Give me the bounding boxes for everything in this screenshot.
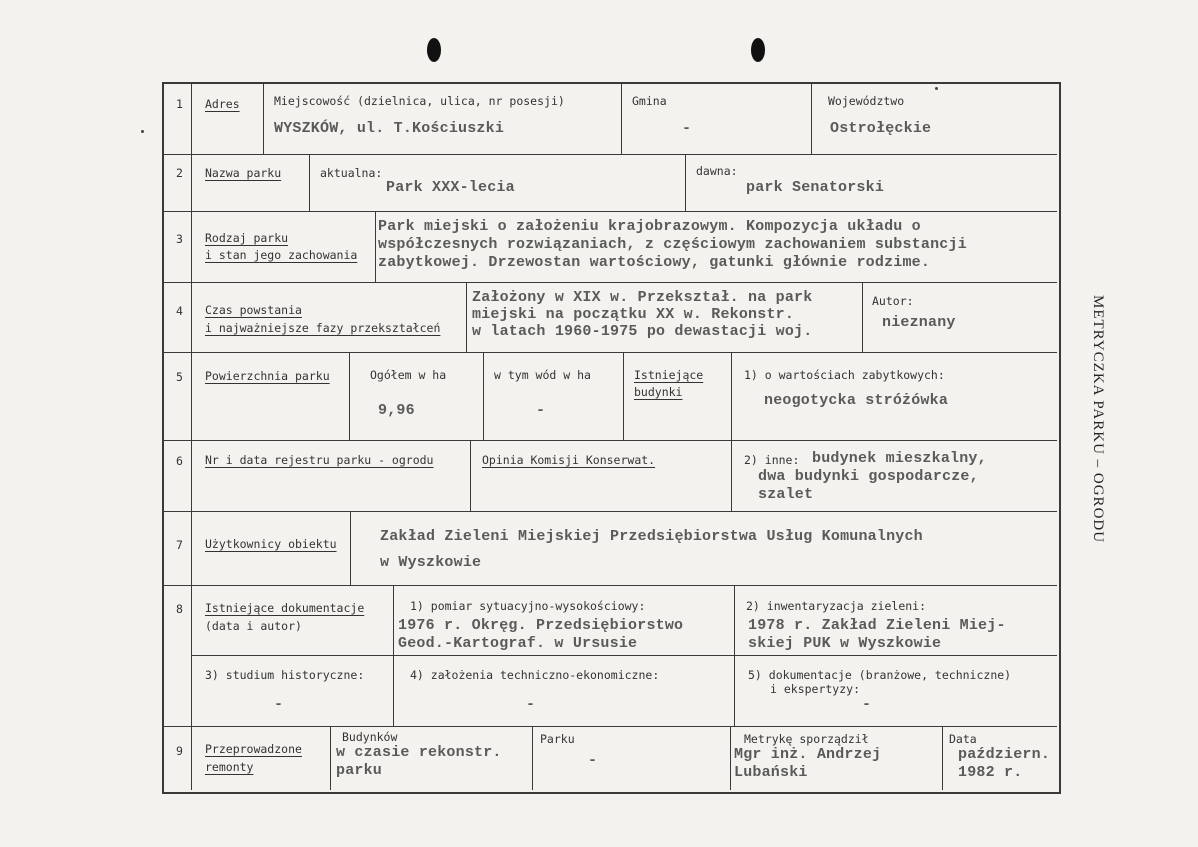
total-area-value: 9,96	[378, 402, 415, 419]
expert-docs-value: -	[862, 696, 872, 713]
opinion-label: Opinia Komisji Konserwat.	[482, 453, 656, 467]
expert-docs-label-line2: i ekspertyzy:	[770, 682, 861, 696]
water-area-label: w tym wód w ha	[494, 368, 591, 382]
ink-speck	[141, 130, 144, 133]
side-title: METRYCZKA PARKU – OGRODU	[1090, 295, 1106, 544]
park-type-value-line2: współczesnych rozwiązaniach, z częściowym zachowaniem substancji	[378, 236, 967, 253]
creation-value-line1: Założony w XIX w. Przekształ. na park	[472, 289, 813, 306]
other-buildings-value-line1: budynek mieszkalny,	[812, 450, 987, 467]
inventory-value-line1: 1978 r. Zakład Zieleni Miej-	[748, 617, 1006, 634]
buildings-repair-value-line1: w czasie rekonstr.	[336, 744, 502, 761]
users-value-line2: w Wyszkowie	[380, 554, 482, 571]
other-buildings-label: 2) inne:	[744, 453, 800, 467]
historical-study-label: 3) studium historyczne:	[205, 668, 365, 682]
gmina-label: Gmina	[632, 94, 667, 108]
author-value: nieznany	[882, 314, 956, 331]
survey-value-line1: 1976 r. Okręg. Przedsiębiorstwo	[398, 617, 684, 634]
creation-value-line2: miejski na początku XX w. Rekonstr.	[472, 306, 795, 323]
park-type-label: Rodzaj parku	[205, 231, 289, 245]
inventory-value-line2: skiej PUK w Wyszkowie	[748, 635, 942, 652]
park-type-value-line3: zabytkowej. Drzewostan wartościowy, gatunki głównie rodzime.	[378, 254, 931, 271]
date-label: Data	[949, 732, 977, 746]
expert-docs-label: 5) dokumentacje (branżowe, techniczne)	[748, 668, 1012, 682]
park-record-form	[162, 82, 1061, 794]
row-number: 1	[176, 97, 183, 111]
former-name-label: dawna:	[696, 164, 738, 178]
survey-label: 1) pomiar sytuacyjno-wysokościowy:	[410, 599, 646, 613]
row-number: 8	[176, 602, 183, 616]
survey-value-line2: Geod.-Kartograf. w Ursusie	[398, 635, 638, 652]
users-label: Użytkownicy obiektu	[205, 537, 337, 551]
row-number: 4	[176, 304, 183, 318]
total-area-label: Ogółem w ha	[370, 368, 447, 382]
inventory-label: 2) inwentaryzacja zieleni:	[746, 599, 927, 613]
voivodeship-value: Ostrołęckie	[830, 120, 932, 137]
creation-label: Czas powstania	[205, 303, 302, 317]
users-value-line1: Zakład Zieleni Miejskiej Przedsiębiorstwa Usług Komunalnych	[380, 528, 923, 545]
locality-value: WYSZKÓW, ul. T.Kościuszki	[274, 120, 505, 137]
park-type-value-line1: Park miejski o założeniu krajobrazowym. Kompozycja układu o	[378, 218, 921, 235]
heritage-buildings-value: neogotycka stróżówka	[764, 392, 949, 409]
voivodeship-label: Województwo	[828, 94, 905, 108]
current-name-label: aktualna:	[320, 166, 383, 180]
punch-hole	[427, 38, 441, 62]
heritage-buildings-label: 1) o wartościach zabytkowych:	[744, 368, 945, 382]
other-buildings-value-line3: szalet	[758, 486, 814, 503]
park-repair-label: Parku	[540, 732, 575, 746]
technical-value: -	[526, 696, 536, 713]
punch-hole	[751, 38, 765, 62]
park-name-label: Nazwa parku	[205, 166, 282, 180]
row-number: 9	[176, 744, 183, 758]
author-label: Autor:	[872, 294, 914, 308]
buildings-repair-label: Budynków	[342, 730, 398, 744]
buildings-label: Istniejące	[634, 368, 704, 382]
repairs-label: Przeprowadzone	[205, 742, 302, 756]
locality-label: Miejscowość (dzielnica, ulica, nr posesji)	[274, 94, 565, 108]
water-area-value: -	[536, 402, 546, 419]
repairs-label-line2: remonty	[205, 760, 254, 774]
row-number: 6	[176, 454, 183, 468]
prepared-by-value-line1: Mgr inż. Andrzej	[734, 746, 882, 763]
documentation-label-line2: (data i autor)	[205, 619, 302, 633]
address-label: Adres	[205, 97, 240, 111]
date-value-line2: 1982 r.	[958, 764, 1023, 781]
park-type-label-line2: i stan jego zachowania	[205, 248, 358, 262]
row-number: 3	[176, 232, 183, 246]
buildings-repair-value-line2: parku	[336, 762, 383, 779]
date-value-line1: październ.	[958, 746, 1051, 763]
historical-study-value: -	[274, 696, 284, 713]
documentation-label: Istniejące dokumentacje	[205, 601, 365, 615]
other-buildings-value-line2: dwa budynki gospodarcze,	[758, 468, 979, 485]
register-label: Nr i data rejestru parku - ogrodu	[205, 453, 434, 467]
current-name-value: Park XXX-lecia	[386, 179, 515, 196]
prepared-by-label: Metrykę sporządził	[744, 732, 869, 746]
creation-value-line3: w latach 1960-1975 po dewastacji woj.	[472, 323, 813, 340]
park-repair-value: -	[588, 752, 598, 769]
creation-label-line2: i najważniejsze fazy przekształceń	[205, 321, 441, 335]
technical-label: 4) założenia techniczno-ekonomiczne:	[410, 668, 660, 682]
row-number: 2	[176, 166, 183, 180]
buildings-label-line2: budynki	[634, 385, 683, 399]
row-number: 7	[176, 538, 183, 552]
area-label: Powierzchnia parku	[205, 369, 330, 383]
prepared-by-value-line2: Lubański	[734, 764, 808, 781]
row-number: 5	[176, 370, 183, 384]
gmina-value: -	[682, 120, 692, 137]
former-name-value: park Senatorski	[746, 179, 885, 196]
